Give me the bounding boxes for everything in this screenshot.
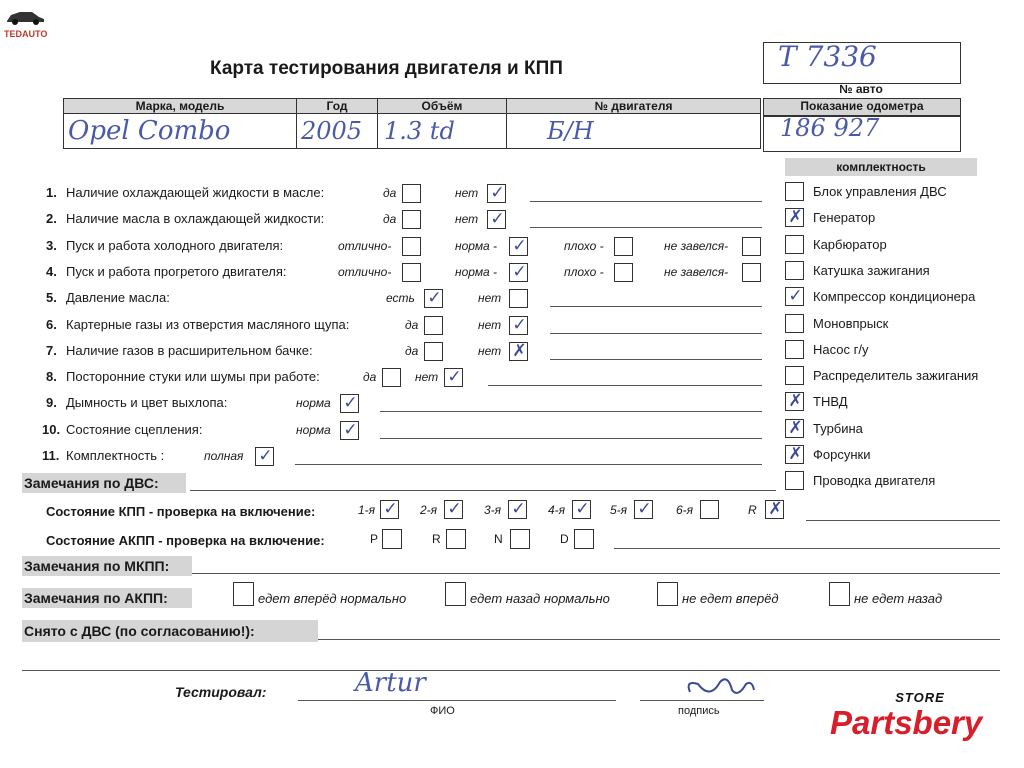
- item-option-checkbox[interactable]: [255, 447, 274, 466]
- kpp-gear-checkbox-mark: ✓: [575, 499, 590, 519]
- item-text: Наличие охлаждающей жидкости в масле:: [66, 185, 325, 200]
- completeness-label: Проводка двигателя: [813, 473, 936, 489]
- completeness-checkbox[interactable]: [785, 208, 804, 227]
- item-option-checkbox[interactable]: [614, 263, 633, 282]
- item-number: 11.: [42, 448, 60, 463]
- completeness-checkbox[interactable]: [785, 419, 804, 438]
- item-option-label: нет: [478, 343, 502, 358]
- item-number: 10.: [42, 421, 61, 437]
- kpp-gear-checkbox[interactable]: [700, 500, 719, 519]
- item-number: 7.: [46, 342, 57, 358]
- item-option-checkbox[interactable]: [509, 316, 528, 335]
- item-option-checkbox[interactable]: [487, 210, 506, 229]
- item-number: 2.: [46, 211, 57, 227]
- completeness-label: Насос г/у: [813, 341, 869, 357]
- item-notes-line: [530, 227, 762, 228]
- car-icon: [4, 8, 46, 26]
- completeness-label: Моновпрыск: [813, 315, 889, 331]
- partsbery-store-text: STORE: [895, 690, 945, 705]
- header-col-volume: Объём: [378, 99, 507, 114]
- completeness-label: Форсунки: [813, 447, 871, 462]
- completeness-label: ТНВД: [813, 394, 848, 410]
- header-col-year: Год: [297, 99, 378, 114]
- item-option-label: норма -: [455, 264, 498, 279]
- completeness-checkbox-mark: ✗: [788, 391, 803, 412]
- item-option-label: да: [405, 343, 419, 358]
- signature-line: [640, 700, 764, 701]
- kpp-gear-checkbox-mark: ✓: [383, 499, 398, 519]
- auto-number-label: № авто: [839, 82, 883, 96]
- kpp-gear-checkbox[interactable]: [444, 500, 463, 519]
- remarks-dvs-line: [190, 490, 776, 491]
- item-number: 8.: [46, 369, 57, 385]
- item-option-label: норма: [296, 422, 331, 437]
- completeness-label: Распределитель зажигания: [813, 368, 979, 384]
- completeness-label: Генератор: [813, 210, 876, 226]
- item-option-checkbox-mark: ✓: [427, 288, 442, 309]
- item-text: Наличие масла в охлаждающей жидкости:: [66, 211, 325, 227]
- item-notes-line: [380, 411, 762, 412]
- item-option-label: плохо -: [564, 264, 604, 279]
- akpp-option-checkbox[interactable]: [657, 582, 678, 606]
- item-option-checkbox[interactable]: [402, 237, 421, 256]
- completeness-checkbox[interactable]: [785, 287, 804, 306]
- tedauto-logo: [4, 8, 46, 38]
- item-option-checkbox[interactable]: [424, 342, 443, 361]
- completeness-checkbox[interactable]: [785, 235, 804, 254]
- item-option-checkbox[interactable]: [509, 342, 528, 361]
- akpp-option-label: едет назад нормально: [470, 591, 610, 606]
- kpp-gear-checkbox-mark: ✓: [637, 499, 652, 519]
- kpp-gear-checkbox[interactable]: [572, 500, 591, 519]
- header-val-model: Opel Combo: [64, 114, 297, 149]
- item-option-label: да: [383, 186, 397, 200]
- signature-drawing: [680, 670, 760, 704]
- item-number: 9.: [46, 395, 57, 411]
- kpp-gear-label: 6-я: [676, 503, 694, 517]
- kpp-gear-label: R: [748, 503, 757, 517]
- kpp-gear-label: 3-я: [484, 503, 502, 517]
- completeness-checkbox-mark: ✗: [788, 417, 803, 438]
- completeness-label: Блок управления ДВС: [813, 184, 947, 199]
- item-option-checkbox-mark: ✓: [490, 183, 505, 203]
- odometer-value: 186 927: [780, 114, 880, 142]
- fio-line: [298, 700, 616, 701]
- completeness-checkbox-mark: ✓: [788, 286, 803, 307]
- remarks-akpp-label: Замечания по АКПП:: [22, 588, 192, 608]
- item-notes-line: [550, 333, 762, 334]
- akpp-label: Состояние АКПП - проверка на включение:: [46, 533, 325, 548]
- item-option-label: нет: [455, 186, 479, 200]
- item-option-checkbox[interactable]: [614, 237, 633, 256]
- item-number: 3.: [46, 237, 57, 253]
- completeness-label: Катушка зажигания: [813, 262, 930, 278]
- item-text: Состояние сцепления:: [66, 421, 203, 437]
- item-option-label: да: [363, 370, 377, 385]
- item-option-label: да: [405, 317, 419, 332]
- item-option-checkbox[interactable]: [742, 263, 761, 282]
- item-option-label: есть: [386, 291, 415, 306]
- kpp-gear-label: 5-я: [610, 503, 628, 517]
- kpp-gear-checkbox-mark: ✓: [447, 499, 462, 519]
- item-option-checkbox[interactable]: [487, 184, 506, 203]
- header-val-volume: 1.3 td: [378, 114, 507, 149]
- completeness-checkbox[interactable]: [785, 445, 804, 464]
- auto-number-value: Т 7336: [778, 40, 877, 73]
- item-option-checkbox[interactable]: [402, 184, 421, 203]
- item-option-checkbox[interactable]: [340, 394, 359, 413]
- item-notes-line: [488, 385, 762, 386]
- item-option-checkbox[interactable]: [509, 289, 528, 308]
- item-notes-line: [550, 359, 762, 360]
- header-col-engine: № двигателя: [507, 99, 761, 114]
- item-notes-line: [550, 306, 762, 307]
- item-option-checkbox[interactable]: [424, 289, 443, 308]
- completeness-label: Турбина: [813, 420, 863, 436]
- item-option-label: нет: [478, 291, 502, 306]
- item-option-label: не завелся-: [664, 264, 729, 279]
- completeness-label: Компрессор кондиционера: [813, 289, 976, 305]
- item-option-checkbox-mark: ✓: [512, 235, 527, 256]
- item-option-checkbox[interactable]: [509, 237, 528, 256]
- akpp-gear-checkbox[interactable]: [446, 529, 466, 549]
- removed-label: Снято с ДВС (по согласованию!):: [22, 620, 318, 642]
- kpp-gear-checkbox-mark: ✗: [768, 499, 783, 519]
- item-option-label: отлично-: [338, 264, 392, 279]
- removed-line-2: [22, 670, 1000, 671]
- item-number: 5.: [46, 290, 57, 306]
- completeness-checkbox[interactable]: [785, 471, 804, 490]
- tested-by-label: Тестировал:: [175, 684, 267, 700]
- akpp-option-label: не едет вперёд: [682, 591, 779, 606]
- kpp-gear-checkbox-mark: ✓: [511, 499, 526, 519]
- item-option-label: нет: [455, 212, 479, 227]
- item-text: Дымность и цвет выхлопа:: [66, 395, 228, 411]
- partsbery-name-text: Partsbery: [830, 704, 983, 741]
- item-option-checkbox-mark: ✓: [343, 419, 358, 440]
- kpp-line: [806, 520, 1000, 521]
- kpp-label: Состояние КПП - проверка на включение:: [46, 504, 316, 519]
- tedauto-logo-text: TEDAUTO: [4, 29, 48, 39]
- item-number: 4.: [46, 263, 57, 279]
- kpp-gear-label: 2-я: [420, 503, 438, 517]
- item-option-label: нет: [415, 370, 439, 385]
- item-option-label: плохо -: [564, 238, 604, 253]
- completeness-checkbox-mark: ✗: [788, 207, 803, 228]
- completeness-label: Карбюратор: [813, 236, 887, 252]
- akpp-gear-checkbox[interactable]: [510, 529, 530, 549]
- item-option-checkbox-mark: ✓: [447, 367, 462, 388]
- item-option-checkbox-mark: ✓: [512, 261, 527, 282]
- akpp-option-checkbox[interactable]: [233, 582, 254, 606]
- item-text: Комплектность :: [66, 448, 165, 463]
- completeness-checkbox[interactable]: [785, 182, 804, 201]
- item-number: 6.: [46, 316, 57, 332]
- item-option-checkbox[interactable]: [742, 237, 761, 256]
- item-option-checkbox[interactable]: [402, 263, 421, 282]
- item-number: 1.: [46, 185, 57, 200]
- akpp-option-checkbox[interactable]: [445, 582, 466, 606]
- fio-label: ФИО: [430, 705, 455, 717]
- item-notes-line: [295, 464, 762, 465]
- akpp-line: [614, 548, 1000, 549]
- item-text: Картерные газы из отверстия масляного щупа:: [66, 316, 350, 332]
- kpp-gear-label: 1-я: [358, 503, 376, 517]
- completeness-title: комплектность: [785, 158, 977, 176]
- kpp-gear-label: 4-я: [548, 503, 566, 517]
- removed-line: [318, 639, 1000, 640]
- item-option-checkbox-mark: ✓: [343, 393, 358, 414]
- item-option-checkbox-mark: ✓: [258, 446, 273, 466]
- item-option-checkbox[interactable]: [340, 421, 359, 440]
- item-option-label: отлично-: [338, 238, 392, 253]
- item-text: Пуск и работа холодного двигателя:: [66, 237, 284, 253]
- item-option-checkbox[interactable]: [382, 368, 401, 387]
- completeness-checkbox-mark: ✗: [788, 444, 803, 464]
- completeness-checkbox[interactable]: [785, 314, 804, 333]
- akpp-gear-checkbox[interactable]: [382, 529, 402, 549]
- kpp-gear-checkbox[interactable]: [380, 500, 399, 519]
- item-text: Пуск и работа прогретого двигателя:: [66, 263, 287, 279]
- remarks-dvs-label: Замечания по ДВС:: [22, 473, 186, 493]
- item-text: Наличие газов в расширительном бачке:: [66, 342, 313, 358]
- remarks-mkpp-label: Замечания по МКПП:: [22, 556, 192, 576]
- item-option-label: полная: [204, 449, 244, 463]
- item-option-label: нет: [478, 317, 502, 332]
- akpp-gear-label: D: [560, 532, 569, 546]
- completeness-checkbox[interactable]: [785, 392, 804, 411]
- item-text: Давление масла:: [66, 290, 170, 306]
- page-title: Карта тестирования двигателя и КПП: [210, 58, 563, 79]
- item-option-checkbox[interactable]: [509, 263, 528, 282]
- header-val-engine: Б/Н: [507, 114, 761, 149]
- akpp-option-label: не едет назад: [854, 591, 943, 606]
- remarks-mkpp-line: [192, 573, 1000, 574]
- item-option-checkbox[interactable]: [424, 316, 443, 335]
- kpp-gear-checkbox[interactable]: [765, 500, 784, 519]
- item-option-checkbox-mark: ✓: [512, 314, 527, 335]
- item-notes-line: [530, 201, 762, 202]
- vehicle-header-table: [63, 98, 761, 149]
- completeness-checkbox[interactable]: [785, 340, 804, 359]
- item-option-label: не завелся-: [664, 238, 729, 253]
- akpp-gear-label: P: [370, 532, 379, 546]
- header-col-model: Марка, модель: [64, 99, 297, 114]
- akpp-gear-label: R: [432, 532, 441, 546]
- akpp-option-label: едет вперёд нормально: [258, 591, 407, 606]
- item-option-label: норма -: [455, 238, 498, 253]
- item-option-checkbox[interactable]: [402, 210, 421, 229]
- item-option-checkbox-mark: ✓: [490, 209, 505, 230]
- kpp-gear-checkbox[interactable]: [508, 500, 527, 519]
- partsbery-logo: [830, 690, 1010, 750]
- akpp-gear-label: N: [494, 532, 503, 546]
- item-option-checkbox[interactable]: [444, 368, 463, 387]
- odometer-label: Показание одометра: [763, 98, 961, 116]
- completeness-checkbox[interactable]: [785, 366, 804, 385]
- kpp-gear-checkbox[interactable]: [634, 500, 653, 519]
- header-val-year: 2005: [297, 114, 378, 149]
- item-notes-line: [380, 438, 762, 439]
- completeness-checkbox[interactable]: [785, 261, 804, 280]
- akpp-gear-checkbox[interactable]: [574, 529, 594, 549]
- tester-name: Artur: [355, 668, 426, 698]
- signature-label: подпись: [678, 705, 720, 717]
- item-option-label: да: [383, 212, 397, 227]
- item-option-checkbox-mark: ✗: [512, 340, 527, 361]
- akpp-option-checkbox[interactable]: [829, 582, 850, 606]
- item-text: Посторонние стуки или шумы при работе:: [66, 369, 320, 385]
- item-option-label: норма: [296, 396, 331, 411]
